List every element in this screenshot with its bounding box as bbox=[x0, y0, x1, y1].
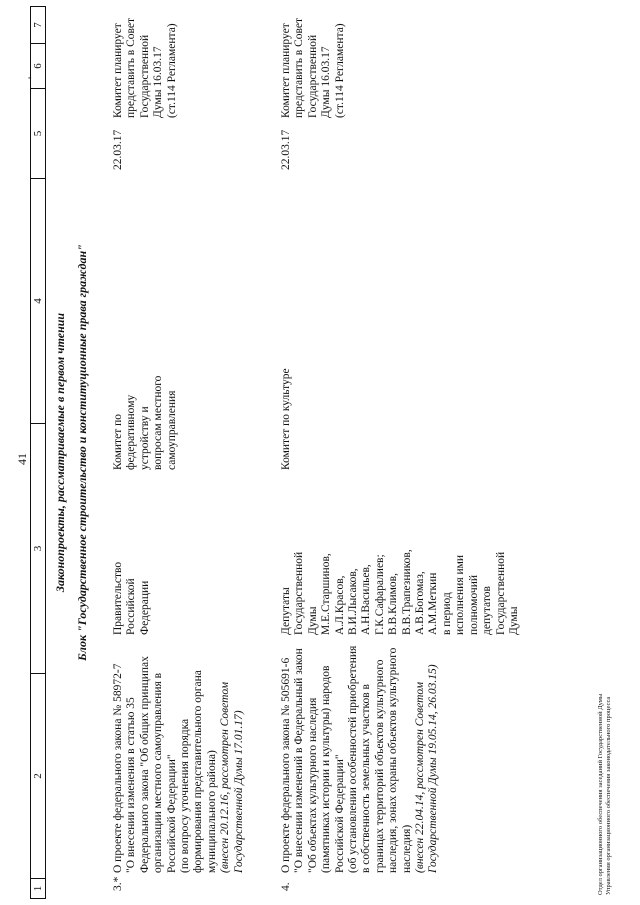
block-title: Блок "Государственное строительство и конституционные права граждан" bbox=[75, 244, 89, 661]
footer-line: Отдел организационного обеспечения заседаний Государственной Думы bbox=[597, 693, 604, 895]
committee-line: вопросам местного bbox=[152, 375, 165, 470]
footer-line: Управления организационного обеспечения законодательного процесса bbox=[605, 696, 612, 895]
description-line: "О внесении изменений в Федеральный закон bbox=[293, 648, 306, 873]
committee-line: самоуправления bbox=[165, 390, 178, 470]
description-note: (внесен 22.04.14, рассмотрен Советом bbox=[414, 681, 427, 873]
description-line: О проекте федерального закона № 58972-7 bbox=[112, 663, 124, 873]
initiator-line: Государственной bbox=[494, 551, 507, 635]
description-note: (внесен 20.12.16, рассмотрен Советом bbox=[219, 681, 232, 873]
remark-line: Комитет планирует bbox=[112, 23, 124, 118]
description-line: наследия, зонах охраны объектов культурного bbox=[387, 647, 400, 873]
remark-line: Государственной bbox=[306, 34, 319, 118]
initiator-line: полномочий bbox=[467, 575, 480, 635]
column-number: 7 bbox=[32, 22, 44, 28]
description-line: (по вопросу уточнения порядка bbox=[179, 718, 192, 873]
initiator bbox=[280, 530, 521, 635]
initiator-line: В.И.Лысаков, bbox=[347, 568, 360, 635]
initiator-line: исполнения ими bbox=[454, 554, 467, 635]
column-number: 5 bbox=[31, 88, 45, 178]
remark-line: представить в Совет bbox=[293, 17, 306, 118]
initiator-line: Правительство bbox=[112, 561, 124, 635]
committee-line: Комитет по bbox=[112, 414, 124, 470]
initiator-line: А.Л.Красов, bbox=[333, 575, 346, 635]
initiator-line: М.Е.Старшинов, bbox=[320, 553, 333, 635]
column-number: 6 bbox=[31, 43, 45, 88]
initiator-line: А.М.Меткин bbox=[427, 572, 440, 635]
description-line: О проекте федерального закона № 505691-6 bbox=[280, 657, 292, 873]
description-line: "Об объектах культурного наследия bbox=[306, 697, 319, 873]
remark-line: Думы 16.03.17 bbox=[320, 46, 333, 118]
remark-line: (ст.114 Регламента) bbox=[333, 23, 346, 118]
row-number: 4. bbox=[280, 882, 292, 891]
initiator-line: Российской bbox=[125, 578, 138, 635]
description-line: формирования представительного органа bbox=[192, 670, 205, 873]
column-number: 2 bbox=[31, 673, 45, 878]
responsible-committee bbox=[280, 295, 293, 470]
column-number: 4 bbox=[31, 178, 45, 423]
corner-mark: ' bbox=[25, 76, 39, 79]
remark-line: Думы 16.03.17 bbox=[152, 46, 165, 118]
review-date: 22.03.17 bbox=[112, 129, 124, 170]
remark-line: представить в Совет bbox=[125, 17, 138, 118]
initiator bbox=[112, 530, 152, 635]
bill-description bbox=[112, 656, 246, 873]
initiator-line: В.В.Трапезников, bbox=[400, 549, 413, 635]
remark-line: Государственной bbox=[138, 34, 151, 118]
initiator-line: В.В.Климов, bbox=[387, 573, 400, 635]
initiator-line: Федерации bbox=[138, 580, 151, 635]
page-number: 41 bbox=[15, 453, 29, 465]
remark-line: Комитет планирует bbox=[280, 23, 292, 118]
column-number: 1 bbox=[31, 878, 45, 898]
column-number-row bbox=[30, 6, 46, 899]
description-line: в собственность земельных участков в bbox=[360, 684, 373, 873]
description-line: муниципального района) bbox=[205, 750, 218, 873]
description-line: Российской Федерации" bbox=[165, 754, 178, 873]
remark bbox=[112, 3, 179, 118]
column-number: 3 bbox=[31, 423, 45, 673]
description-note: Государственной Думы 19.05.14, 26.03.15) bbox=[427, 664, 440, 873]
initiator-line: Государственной bbox=[293, 551, 306, 635]
initiator-line: в период bbox=[440, 592, 453, 635]
committee-line: федеративному bbox=[125, 394, 138, 470]
footer bbox=[597, 694, 613, 895]
responsible-committee bbox=[112, 295, 179, 470]
remark-line: (ст.114 Регламента) bbox=[165, 23, 178, 118]
description-line: Федерального закона "Об общих принципах bbox=[138, 656, 151, 873]
description-line: организации местного самоуправления в bbox=[152, 672, 165, 873]
description-line: границах территорий объектов культурного bbox=[373, 659, 386, 873]
initiator-line: Депутаты bbox=[280, 587, 292, 635]
section-title: Законопроекты, рассматриваемые в первом чтении bbox=[53, 312, 67, 593]
committee-line: Комитет по культуре bbox=[280, 368, 292, 470]
description-line: Российской Федерации" bbox=[333, 754, 346, 873]
committee-line: устройству и bbox=[138, 406, 151, 470]
description-note: Государственной Думы 17.01.17) bbox=[232, 710, 245, 873]
description-line: (об установлении особенностей приобретения bbox=[347, 645, 360, 873]
initiator-line: А.Н.Васильев, bbox=[360, 564, 373, 635]
review-date: 22.03.17 bbox=[280, 129, 292, 170]
initiator-line: А.В.Богомаз, bbox=[414, 571, 427, 635]
bill-description bbox=[280, 645, 441, 873]
row-number: 3.* bbox=[112, 876, 124, 891]
initiator-line: Думы bbox=[507, 606, 520, 635]
initiator-line: Г.К.Сафаралиев; bbox=[373, 554, 386, 635]
initiator-line: Думы bbox=[306, 606, 319, 635]
initiator-line: депутатов bbox=[481, 586, 494, 635]
description-line: (памятниках истории и культуры) народов bbox=[320, 665, 333, 873]
description-line: наследия) bbox=[400, 824, 413, 873]
description-line: "О внесении изменения в статью 35 bbox=[125, 697, 138, 873]
remark bbox=[280, 3, 347, 118]
